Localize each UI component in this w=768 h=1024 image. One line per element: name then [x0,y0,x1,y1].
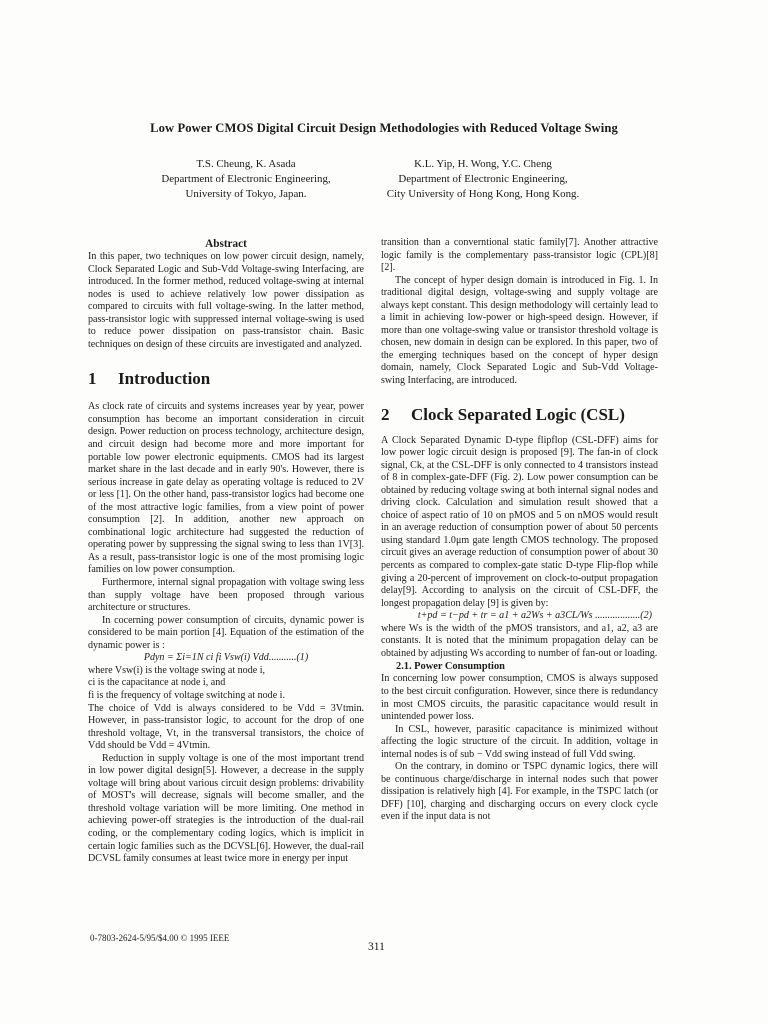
power-paragraph-2: In CSL, however, parasitic capacitance is minimized without affecting the logic structure of the circuit. In addition, voltage in internal nodes is of sub − Vdd swing instead of full Vdd swing. [381,723,658,760]
section-1-heading [88,369,364,389]
page-number: 311 [368,941,385,953]
abstract-heading: Abstract [205,238,247,250]
section-title: Introduction [118,369,211,389]
section-number: 1 [88,369,97,389]
section-number: 2 [381,404,390,424]
subsection-2-1-heading: 2.1. Power Consumption [396,661,505,673]
author-institution: City University of Hong Kong, Hong Kong. [386,188,580,200]
equation-2: t+pd = t−pd + tr = a1 + a2Ws + a3CL/Ws ..................(2) [417,610,652,622]
power-paragraph-1: In concerning low power consumption, CMOS is always supposed to the best circuit configuration. However, since there is redundancy in most CMOS circuits, the parasitic capacitance would result in unintended power loss. [381,673,658,723]
abstract-text: In this paper, two techniques on low power circuit design, namely, Clock Separated Logic and Sub-Vdd Voltage-swing Interfacing, are introduced. In the former method, reduced voltage-swing at internal nodes is used to achieve relatively low power dissipation as compared to circuits with full voltage-swing. In the latter method, pass-transistor logic with suppressed internal voltage-swing is used to reduce power dissipation on pass-transistor chain. Basic techniques on design of these circuits are investigated and analyzed. [88,251,364,350]
author-block-2 [353,157,613,202]
author-dept: Department of Electronic Engineering, [398,173,568,185]
paper-title: Low Power CMOS Digital Circuit Design Methodologies with Reduced Voltage Swing [150,121,618,135]
intro-paragraph-6: The concept of hyper design domain is introduced in Fig. 1. In traditional digital design, voltage-swing and supply voltage are always kept constant. This design methodology will certainly lead to a limit in achieving low-power or high-speed design. However, if more than one voltage-swing value or transistor threshold voltage is chosen, new domain in design can be explored. In this paper, two of the emerging techniques based on the concept of hyper design domain, namely, Clock Separated Logic and Sub-Vdd Voltage-swing Interfacing, are introduced. [381,274,658,387]
author-names: T.S. Cheung, K. Asada [196,158,296,170]
csl-paragraph-1: A Clock Separated Dynamic D-type flipflop (CSL-DFF) aims for low power logic circuit design is proposed [9]. The fan-in of clock signal, Ck, at the CSL-DFF is only connected to 4 transistors instead of 8 in complex-gate-DFF (Fig. 2). Low power consumption can be obtained by reducing voltage swing at both internal signal nodes and driving clock. Calculation and simulation result showed that a choice of aspect ratio of 10 on pMOS and 5 on nMOS would result in an average reduction of consumption power of about 50 percents using standard 1.0μm gate length CMOS technology. The proposed circuit gives an average reduction of consumption power of about 30 percents as compared to complex-gate static D-type Flip-flop while giving a 20-percent of improvement on clock-to-output propagation delay[9]. According to analysis on the circuit of CSL-DFF, the longest propagation delay [9] is given by: [381,434,658,609]
author-names: K.L. Yip, H. Wong, Y.C. Cheng [414,158,552,170]
equation-1: Pdyn = Σi=1N ci fi Vsw(i) Vdd...........(1) [143,652,309,664]
left-column [88,237,364,866]
intro-paragraph-4: The choice of Vdd is always considered to be Vdd = 3Vtmin. However, in pass-transistor logic, to account for the drop of one threshold voltage, Vt, in the transversal transistors, the choice of Vdd should be Vdd = 4Vtmin. [88,702,364,752]
intro-paragraph-2: Furthermore, internal signal propagation with voltage swing less than supply voltage have been proposed through various architecture or structures. [88,577,364,614]
definition-line: where Vsw(i) is the voltage swing at node i, [88,664,265,676]
definition-line: ci is the capacitance at node i, and [88,677,226,689]
definition-line: fi is the frequency of voltage switching at node i. [88,689,285,701]
author-block-1 [116,157,376,202]
author-dept: Department of Electronic Engineering, [161,173,331,185]
intro-continued-paragraph: transition than a converntional static family[7]. Another attractive logic family is the complementary pass-transistor logic (CPL)[8] [2]. [381,237,658,274]
copyright-notice: 0-7803-2624-5/95/$4.00 © 1995 IEEE [90,933,230,943]
csl-paragraph-2: where Ws is the width of the pMOS transistors, and a1, a2, a3 are constants. It is noted that the minimum propagation delay can be obtained by adjusting Ws according to number of fan-out or loading. [381,622,658,659]
section-title: Clock Separated Logic (CSL) [411,404,625,424]
author-institution: University of Tokyo, Japan. [185,188,307,200]
power-paragraph-3: On the contrary, in domino or TSPC dynamic logics, there will be continuous charge/discharge in internal nodes such that power dissipation is relatively high [4]. For example, in the TSPC latch (or DFF) [10], charging and discharging occurs on every clock cycle even if the input data is not [381,761,658,823]
right-column [381,237,658,824]
intro-paragraph-5: Reduction in supply voltage is one of the most important trend in low power digital design[5]. However, a decrease in the supply voltage will bring about various circuit design problems: drivability of MOST's will decrease, signals will become smaller, and the threshold voltage variation will be more limiting. One method in achieving power-off strategies is the introduction of the dual-rail coding, or the complementary coding logics, which is implicit in certain logic families such as the DCVSL[6]. However, the dual-rail DCVSL family consumes at least twice more in energy per input [88,752,364,865]
intro-paragraph-1: As clock rate of circuits and systems increases year by year, power consumption has become an important consideration in circuit design. Power reduction on process technology, architecture design, and circuit design had become more and more important for portable low power electronic equipments. CMOS had its largest market share in the last decade and in early 90's. However, there is serious increase in gate delay as operating voltage is reduced to 2V or less [1]. On the other hand, pass-transistor logics had become one of the most attractive logic families, from a view point of power consumption [2]. In addition, another new approach on combinational logic architecture had suggested the reduction of operating power by suppressing the signal swing to less than 1V[3]. As a result, pass-transistor logic is one of the most promising logic families on low power consumption. [88,401,364,576]
intro-paragraph-3: In cocerning power consumption of circuits, dynamic power is considered to be main portion [4]. Equation of the estimation of the dynamic power is : [88,614,364,651]
section-2-heading [381,405,658,425]
